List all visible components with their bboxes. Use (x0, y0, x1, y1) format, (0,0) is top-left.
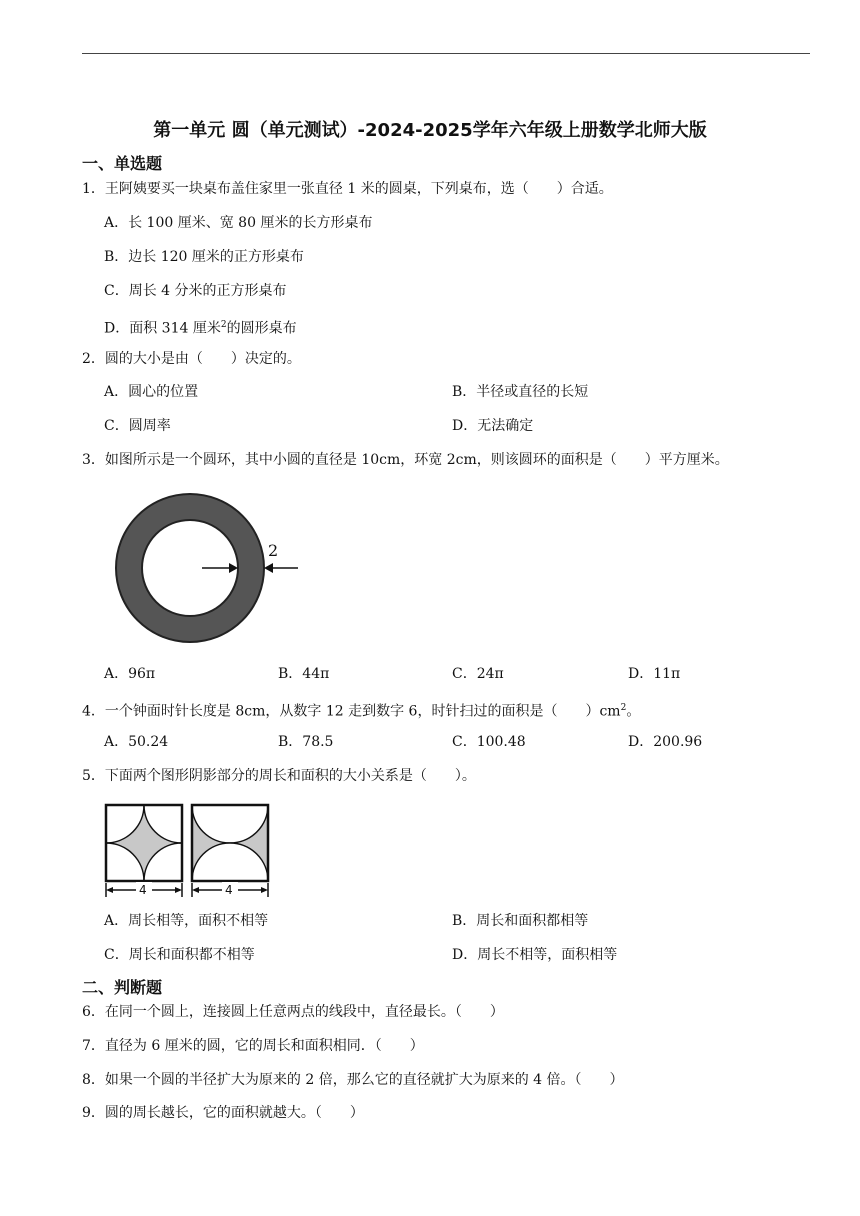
question-2-option-a: A．圆心的位置 (104, 384, 199, 400)
question-1-option-b: B．边长 120 厘米的正方形桌布 (104, 249, 304, 265)
page-title: 第一单元 圆（单元测试）-2024-2025学年六年级上册数学北师大版 (153, 120, 707, 141)
right-arrow-head (264, 563, 273, 573)
question-2-option-d: D．无法确定 (452, 418, 534, 434)
left-square-figure (106, 805, 182, 881)
question-1-option-d-text: D．面积 314 厘米 (104, 320, 221, 337)
question-1-option-d (104, 316, 297, 338)
question-5-option-d: D．周长不相等，面积相等 (452, 947, 618, 963)
header-rule (82, 53, 810, 54)
question-4-option-d: D．200.96 (628, 734, 703, 750)
two-squares-figure (102, 803, 278, 899)
question-2-option-b: B．半径或直径的长短 (452, 384, 589, 400)
question-3-stem: 3．如图所示是一个圆环，其中小圆的直径是 10cm，环宽 2cm，则该圆环的面积是（ ）平方厘米。 (82, 452, 729, 468)
question-5-option-c: C．周长和面积都不相等 (104, 947, 255, 963)
question-4-stem-end: 。 (626, 703, 641, 720)
question-7-stem: 7．直径为 6 厘米的圆，它的周长和面积相同．（ ） (82, 1038, 424, 1054)
question-2-option-c: C．圆周率 (104, 418, 171, 434)
question-1-option-d-exponent: 2 (220, 320, 227, 330)
question-3-option-b: B．44π (278, 666, 330, 682)
section-heading-single-choice: 一、单选题 (82, 154, 163, 173)
question-9-stem: 9．圆的周长越长，它的面积就越大。（ ） (82, 1105, 364, 1121)
section-heading-true-false: 二、判断题 (82, 978, 163, 997)
question-4-stem (82, 699, 640, 721)
question-6-stem: 6．在同一个圆上，连接圆上任意两点的线段中，直径最长。（ ） (82, 1004, 504, 1020)
left-dimension-label: 4 (139, 883, 147, 897)
question-1-option-d-suffix: 的圆形桌布 (226, 320, 297, 337)
question-4-stem-text: 4．一个钟面时针长度是 8cm，从数字 12 走到数字 6，时针扫过的面积是（ ）cm (82, 703, 621, 720)
question-4-option-b: B．78.5 (278, 734, 334, 750)
question-4-option-a: A．50.24 (104, 734, 169, 750)
right-square-figure (192, 805, 268, 881)
annulus-figure (108, 492, 308, 650)
question-3-option-d: D．11π (628, 666, 681, 682)
question-2-stem: 2．圆的大小是由（ ）决定的。 (82, 351, 301, 367)
question-3-option-c: C．24π (452, 666, 504, 682)
right-dimension-label: 4 (225, 883, 233, 897)
question-1-option-c: C．周长 4 分米的正方形桌布 (104, 283, 287, 299)
question-5-option-b: B．周长和面积都相等 (452, 913, 589, 929)
question-1-stem: 1．王阿姨要买一块桌布盖住家里一张直径 1 米的圆桌，下列桌布，选（ ）合适。 (82, 181, 613, 197)
question-4-option-c: C．100.48 (452, 734, 526, 750)
question-4-exponent: 2 (620, 703, 627, 713)
question-5-option-a: A．周长相等，面积不相等 (104, 913, 269, 929)
ring-width-label: 2 (268, 541, 279, 560)
question-8-stem: 8．如果一个圆的半径扩大为原来的 2 倍，那么它的直径就扩大为原来的 4 倍。（ ） (82, 1072, 624, 1088)
question-1-option-a: A．长 100 厘米、宽 80 厘米的长方形桌布 (104, 215, 373, 231)
question-5-stem: 5．下面两个图形阴影部分的周长和面积的大小关系是（ ）。 (82, 768, 476, 784)
question-3-option-a: A．96π (104, 666, 156, 682)
